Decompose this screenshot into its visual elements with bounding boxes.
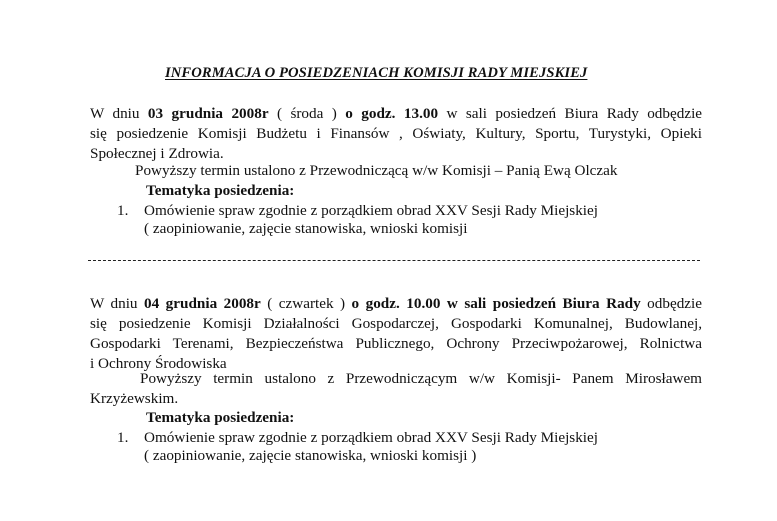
agenda-item-number: 1. xyxy=(117,429,129,446)
meeting-1-agenda-item xyxy=(117,203,598,218)
agenda-item-number: 1. xyxy=(117,202,129,219)
meeting-1-line-1: W dniu 03 grudnia 2008r ( środa ) o godz. 13.00 w sali posiedzeń Biura Rady odbędzie xyxy=(90,105,703,122)
meeting-2-line-4: i Ochrony Środowiska xyxy=(90,355,227,372)
meeting-2-agenda-item xyxy=(117,430,598,445)
agenda-item-text: Omówienie spraw zgodnie z porządkiem obrad XXV Sesji Rady Miejskiej xyxy=(144,429,598,446)
document-title: INFORMACJA O POSIEDZENIACH KOMISJI RADY MIEJSKIEJ xyxy=(165,65,588,81)
meeting-2-date: 04 grudnia 2008r xyxy=(144,295,261,312)
meeting-1-time: o godz. 13.00 xyxy=(345,105,439,122)
meeting-1-chair-line: Powyższy termin ustalono z Przewodniczącą w/w Komisji – Panią Ewą Olczak xyxy=(135,162,618,179)
agenda-item-text: Omówienie spraw zgodnie z porządkiem obrad XXV Sesji Rady Miejskiej xyxy=(144,202,598,219)
meeting-1-agenda-subtext: ( zaopiniowanie, zajęcie stanowiska, wnioski komisji xyxy=(144,220,468,237)
meeting-2-time-place: o godz. 10.00 w sali posiedzeń Biura Rady xyxy=(351,295,641,312)
meeting-1-line-3: Społecznej i Zdrowia. xyxy=(90,145,224,162)
meeting-2-agenda-subtext: ( zaopiniowanie, zajęcie stanowiska, wnioski komisji ) xyxy=(144,447,477,464)
meeting-1-topics-heading: Tematyka posiedzenia: xyxy=(146,182,295,199)
meeting-1-line-2: się posiedzenie Komisji Budżetu i Finansów , Oświaty, Kultury, Sportu, Turystyki, Opieki xyxy=(90,125,702,142)
meeting-2-topics-heading: Tematyka posiedzenia: xyxy=(146,409,295,426)
meeting-2-line-3: Gospodarki Terenami, Bezpieczeństwa Publicznego, Ochrony Przeciwpożarowej, Rolnictwa xyxy=(90,335,702,352)
meeting-1-date: 03 grudnia 2008r xyxy=(147,105,269,122)
meeting-2-line-1: W dniu 04 grudnia 2008r ( czwartek ) o godz. 10.00 w sali posiedzeń Biura Rady odbędzie xyxy=(90,295,702,312)
dashed-separator xyxy=(88,260,700,261)
meeting-2-chair-line-1: Powyższy termin ustalono z Przewodniczącym w/w Komisji- Panem Mirosławem xyxy=(140,370,702,387)
meeting-2-chair-line-2: Krzyżewskim. xyxy=(90,390,179,407)
meeting-2-line-2: się posiedzenie Komisji Działalności Gospodarczej, Gospodarki Komunalnej, Budowlanej, xyxy=(90,315,702,332)
